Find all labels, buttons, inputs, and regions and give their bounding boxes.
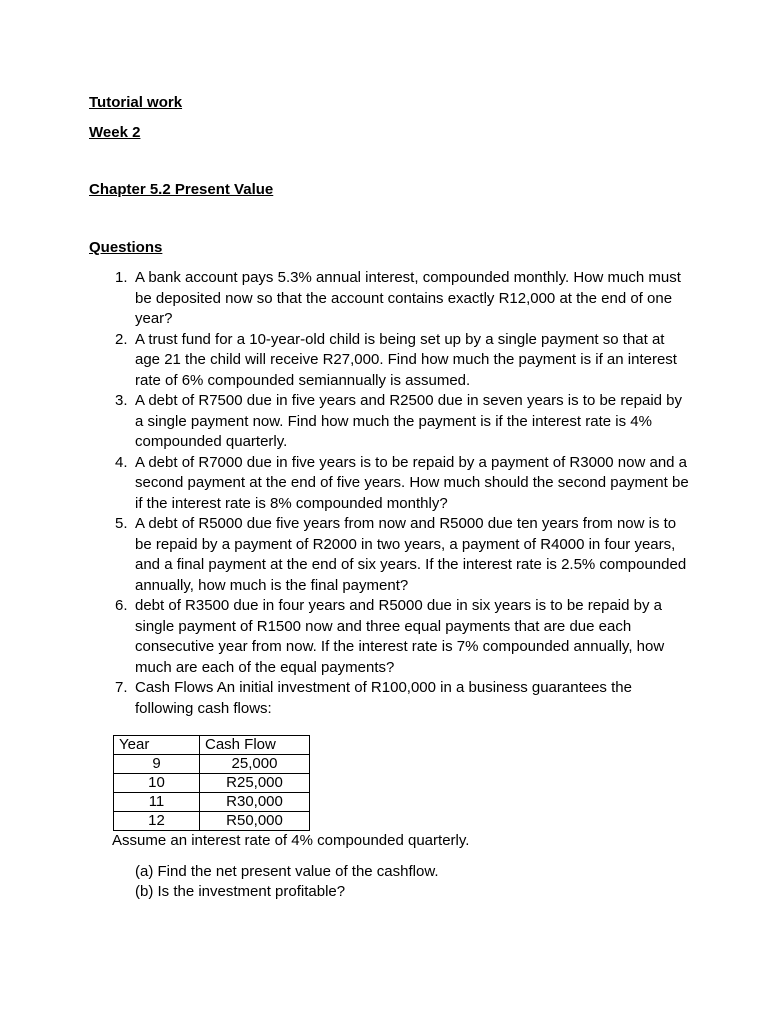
question-number: 3. — [115, 392, 128, 409]
question-item — [89, 514, 690, 596]
week-label: Week 2 — [89, 123, 141, 141]
subquestion-b: (b) Is the investment profitable? — [135, 883, 346, 900]
cashflow-table — [113, 735, 310, 831]
question-text: debt of R3500 due in four years and R5000 due in six years is to be repaid by a single payment of R1500 now and three equal payments that are due each consecutive year from now. If the interest rate is 7% compounded annually, how much are each of the equal payments? — [135, 597, 665, 676]
question-text: A debt of R7000 due in five years is to be repaid by a payment of R3000 now and a second payment at the end of five years. How much should the second payment be if the interest rate is 8% compounded monthly? — [135, 453, 689, 512]
table-row — [114, 793, 310, 812]
question-number: 6. — [115, 597, 128, 614]
question-text: A trust fund for a 10-year-old child is being set up by a single payment so that at age 21 the child will receive R27,000. Find how much the payment is if an interest rate of 6% compounded semiannually is assumed. — [135, 330, 677, 389]
question-item — [89, 596, 690, 678]
questions-heading: Questions — [89, 238, 163, 256]
question-number: 4. — [115, 453, 128, 471]
question-number: 2. — [115, 330, 128, 348]
table-row — [114, 812, 310, 831]
table-header-year: Year — [114, 736, 200, 755]
table-cell-cashflow: 25,000 — [200, 755, 310, 774]
table-cell-year: 12 — [114, 812, 200, 831]
question-item — [89, 330, 690, 392]
table-cell-cashflow: R25,000 — [200, 774, 310, 793]
question-number: 5. — [115, 515, 128, 532]
doc-title: Tutorial work — [89, 94, 183, 111]
table-row — [114, 774, 310, 793]
question-item — [89, 391, 690, 453]
question-text: A bank account pays 5.3% annual interest, compounded monthly. How much must be deposited now so that the account contains exactly R12,000 at the end of one year? — [135, 269, 681, 327]
subquestion-a: (a) Find the net present value of the cashflow. — [135, 862, 439, 880]
subquestion-list — [135, 862, 690, 903]
question-number: 1. — [115, 269, 128, 286]
question-text: A debt of R5000 due five years from now and R5000 due ten years from now is to be repaid by a payment of R2000 in two years, a payment of R4000 in four years, and a final payment at the end of six years. If the interest rate is 2.5% compounded annually, how much is the final payment? — [135, 515, 687, 594]
assumption-text: Assume an interest rate of 4% compounded quarterly. — [112, 832, 470, 849]
question-text: A debt of R7500 due in five years and R2500 due in seven years is to be repaid by a single payment now. Find how much the payment is if the interest rate is 4% compounded quarterly. — [135, 392, 683, 450]
question-text: Cash Flows An initial investment of R100,000 in a business guarantees the following cash flows: — [135, 679, 632, 717]
table-header-cashflow: Cash Flow — [200, 736, 310, 755]
question-list — [89, 268, 690, 719]
table-cell-cashflow: R50,000 — [200, 812, 310, 831]
table-cell-year: 11 — [114, 793, 200, 812]
chapter-heading: Chapter 5.2 Present Value — [89, 181, 274, 198]
question-item — [89, 268, 690, 330]
table-cell-cashflow: R30,000 — [200, 793, 310, 812]
table-cell-year: 9 — [114, 755, 200, 774]
table-cell-year: 10 — [114, 774, 200, 793]
question-item — [89, 453, 690, 515]
table-row — [114, 755, 310, 774]
question-item — [89, 678, 690, 719]
table-header-row — [114, 736, 310, 755]
question-number: 7. — [115, 679, 128, 696]
